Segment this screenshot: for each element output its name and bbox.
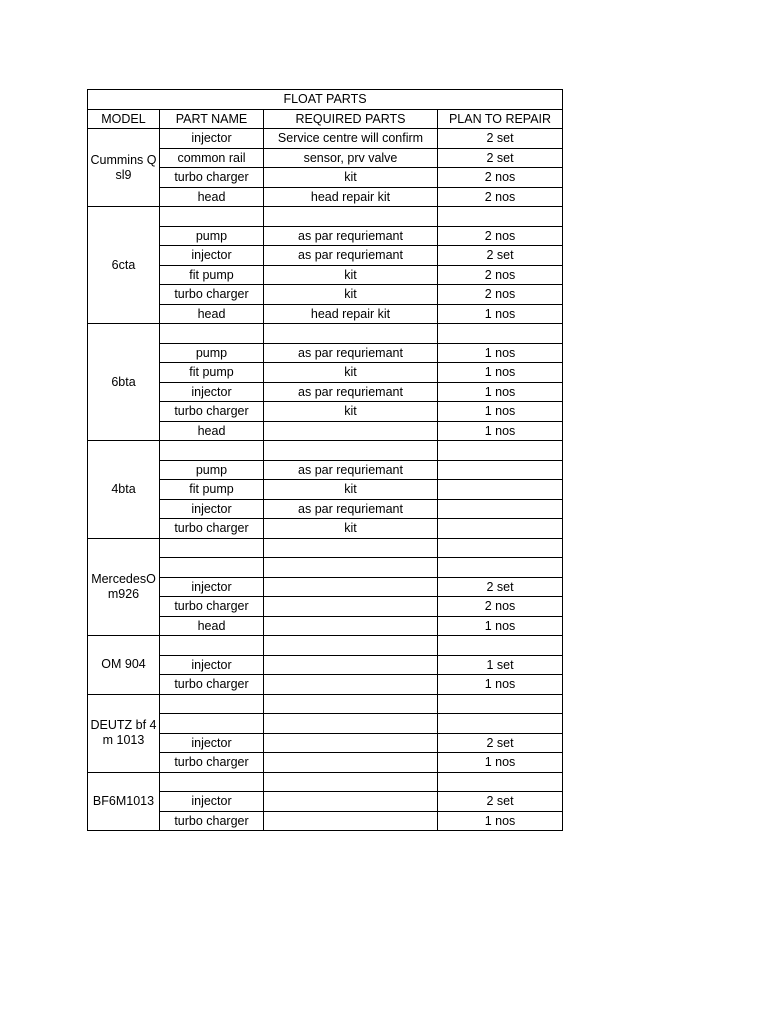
part-name-cell: [160, 441, 264, 461]
part-name-cell: fit pump: [160, 363, 264, 383]
required-parts-cell: sensor, prv valve: [264, 148, 438, 168]
required-parts-cell: as par requriemant: [264, 246, 438, 266]
part-name-cell: injector: [160, 792, 264, 812]
table-row: [88, 499, 563, 519]
plan-to-repair-cell: 1 nos: [438, 343, 563, 363]
plan-to-repair-cell: 1 nos: [438, 382, 563, 402]
table-row: [88, 733, 563, 753]
part-name-cell: [160, 558, 264, 578]
required-parts-cell: [264, 324, 438, 344]
table-row: [88, 129, 563, 149]
required-parts-cell: [264, 421, 438, 441]
model-cell: 4bta: [88, 441, 160, 539]
table-row: [88, 324, 563, 344]
required-parts-cell: [264, 792, 438, 812]
required-parts-cell: [264, 655, 438, 675]
plan-to-repair-cell: [438, 519, 563, 539]
required-parts-cell: kit: [264, 265, 438, 285]
header-required-parts: REQUIRED PARTS: [264, 109, 438, 129]
table-row: [88, 382, 563, 402]
table-row: [88, 207, 563, 227]
table-row: [88, 343, 563, 363]
plan-to-repair-cell: 1 nos: [438, 811, 563, 831]
required-parts-cell: as par requriemant: [264, 499, 438, 519]
table-row: [88, 187, 563, 207]
part-name-cell: [160, 636, 264, 656]
plan-to-repair-cell: 1 nos: [438, 421, 563, 441]
part-name-cell: turbo charger: [160, 402, 264, 422]
part-name-cell: [160, 772, 264, 792]
plan-to-repair-cell: [438, 538, 563, 558]
part-name-cell: [160, 207, 264, 227]
required-parts-cell: kit: [264, 402, 438, 422]
plan-to-repair-cell: [438, 480, 563, 500]
table-row: [88, 811, 563, 831]
model-cell: DEUTZ bf 4m 1013: [88, 694, 160, 772]
header-model: MODEL: [88, 109, 160, 129]
plan-to-repair-cell: [438, 324, 563, 344]
plan-to-repair-cell: 2 set: [438, 733, 563, 753]
required-parts-cell: [264, 811, 438, 831]
part-name-cell: pump: [160, 460, 264, 480]
plan-to-repair-cell: [438, 694, 563, 714]
table-row: [88, 714, 563, 734]
table-row: [88, 675, 563, 695]
part-name-cell: turbo charger: [160, 519, 264, 539]
required-parts-cell: [264, 675, 438, 695]
part-name-cell: injector: [160, 733, 264, 753]
part-name-cell: injector: [160, 246, 264, 266]
required-parts-cell: [264, 538, 438, 558]
model-cell: Cummins Qsl9: [88, 129, 160, 207]
required-parts-cell: [264, 597, 438, 617]
required-parts-cell: head repair kit: [264, 187, 438, 207]
plan-to-repair-cell: [438, 207, 563, 227]
model-cell: BF6M1013: [88, 772, 160, 831]
plan-to-repair-cell: 2 nos: [438, 597, 563, 617]
part-name-cell: pump: [160, 226, 264, 246]
part-name-cell: turbo charger: [160, 168, 264, 188]
title-row: [88, 90, 563, 110]
required-parts-cell: head repair kit: [264, 304, 438, 324]
plan-to-repair-cell: 1 nos: [438, 616, 563, 636]
plan-to-repair-cell: 1 nos: [438, 304, 563, 324]
plan-to-repair-cell: 2 set: [438, 577, 563, 597]
required-parts-cell: as par requriemant: [264, 343, 438, 363]
plan-to-repair-cell: 2 nos: [438, 187, 563, 207]
part-name-cell: pump: [160, 343, 264, 363]
required-parts-cell: kit: [264, 363, 438, 383]
table-row: [88, 168, 563, 188]
header-row: [88, 109, 563, 129]
table-row: [88, 246, 563, 266]
plan-to-repair-cell: 1 nos: [438, 675, 563, 695]
plan-to-repair-cell: [438, 558, 563, 578]
table-row: [88, 304, 563, 324]
table-title: FLOAT PARTS: [88, 90, 563, 110]
part-name-cell: turbo charger: [160, 811, 264, 831]
plan-to-repair-cell: 2 nos: [438, 226, 563, 246]
plan-to-repair-cell: [438, 441, 563, 461]
required-parts-cell: [264, 753, 438, 773]
required-parts-cell: [264, 636, 438, 656]
required-parts-cell: kit: [264, 519, 438, 539]
table-row: [88, 441, 563, 461]
part-name-cell: [160, 538, 264, 558]
table-row: [88, 421, 563, 441]
plan-to-repair-cell: [438, 772, 563, 792]
required-parts-cell: kit: [264, 480, 438, 500]
part-name-cell: injector: [160, 655, 264, 675]
part-name-cell: turbo charger: [160, 675, 264, 695]
part-name-cell: injector: [160, 499, 264, 519]
required-parts-cell: [264, 772, 438, 792]
table-row: [88, 480, 563, 500]
required-parts-cell: as par requriemant: [264, 460, 438, 480]
plan-to-repair-cell: [438, 499, 563, 519]
plan-to-repair-cell: 1 nos: [438, 753, 563, 773]
part-name-cell: head: [160, 187, 264, 207]
part-name-cell: [160, 324, 264, 344]
table-row: [88, 538, 563, 558]
part-name-cell: turbo charger: [160, 597, 264, 617]
required-parts-cell: [264, 558, 438, 578]
plan-to-repair-cell: [438, 636, 563, 656]
part-name-cell: [160, 694, 264, 714]
table-row: [88, 597, 563, 617]
table-row: [88, 519, 563, 539]
table-row: [88, 655, 563, 675]
float-parts-table: [87, 89, 563, 831]
table-row: [88, 558, 563, 578]
table-row: [88, 753, 563, 773]
table-row: [88, 285, 563, 305]
required-parts-cell: [264, 714, 438, 734]
part-name-cell: fit pump: [160, 265, 264, 285]
required-parts-cell: [264, 694, 438, 714]
table-body: [88, 90, 563, 831]
table-row: [88, 792, 563, 812]
plan-to-repair-cell: 1 nos: [438, 402, 563, 422]
model-cell: MercedesOm926: [88, 538, 160, 636]
table-row: [88, 226, 563, 246]
plan-to-repair-cell: 2 set: [438, 792, 563, 812]
plan-to-repair-cell: 2 set: [438, 246, 563, 266]
plan-to-repair-cell: [438, 460, 563, 480]
plan-to-repair-cell: [438, 714, 563, 734]
table-row: [88, 265, 563, 285]
required-parts-cell: as par requriemant: [264, 382, 438, 402]
part-name-cell: turbo charger: [160, 753, 264, 773]
plan-to-repair-cell: 2 nos: [438, 168, 563, 188]
required-parts-cell: Service centre will confirm: [264, 129, 438, 149]
table-row: [88, 577, 563, 597]
required-parts-cell: [264, 207, 438, 227]
required-parts-cell: kit: [264, 168, 438, 188]
plan-to-repair-cell: 1 nos: [438, 363, 563, 383]
plan-to-repair-cell: 2 set: [438, 148, 563, 168]
part-name-cell: head: [160, 421, 264, 441]
part-name-cell: [160, 714, 264, 734]
required-parts-cell: [264, 733, 438, 753]
table-row: [88, 402, 563, 422]
required-parts-cell: [264, 577, 438, 597]
part-name-cell: injector: [160, 577, 264, 597]
plan-to-repair-cell: 1 set: [438, 655, 563, 675]
table-row: [88, 460, 563, 480]
model-cell: 6cta: [88, 207, 160, 324]
part-name-cell: fit pump: [160, 480, 264, 500]
part-name-cell: head: [160, 304, 264, 324]
table-row: [88, 636, 563, 656]
table-row: [88, 616, 563, 636]
part-name-cell: injector: [160, 382, 264, 402]
model-cell: OM 904: [88, 636, 160, 695]
required-parts-cell: [264, 616, 438, 636]
plan-to-repair-cell: 2 nos: [438, 265, 563, 285]
plan-to-repair-cell: 2 nos: [438, 285, 563, 305]
model-cell: 6bta: [88, 324, 160, 441]
table-row: [88, 694, 563, 714]
table-row: [88, 363, 563, 383]
plan-to-repair-cell: 2 set: [438, 129, 563, 149]
part-name-cell: turbo charger: [160, 285, 264, 305]
part-name-cell: common rail: [160, 148, 264, 168]
header-part-name: PART NAME: [160, 109, 264, 129]
part-name-cell: injector: [160, 129, 264, 149]
table-row: [88, 772, 563, 792]
required-parts-cell: as par requriemant: [264, 226, 438, 246]
required-parts-cell: [264, 441, 438, 461]
required-parts-cell: kit: [264, 285, 438, 305]
header-plan-to-repair: PLAN TO REPAIR: [438, 109, 563, 129]
part-name-cell: head: [160, 616, 264, 636]
table-row: [88, 148, 563, 168]
